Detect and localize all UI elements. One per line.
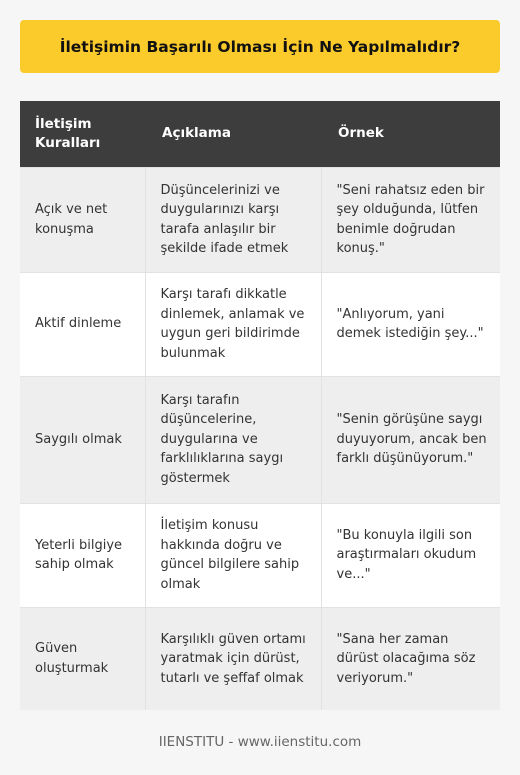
cell-rule: Güven oluşturmak	[20, 607, 145, 710]
footer-credit: IIENSTITU - www.iienstitu.com	[158, 734, 362, 750]
title-banner	[20, 20, 500, 73]
cell-example: "Anlıyorum, yani demek istediğin şey..."	[336, 306, 484, 341]
header-description: Açıklama	[162, 125, 231, 142]
cell-rule: Aktif dinleme	[20, 272, 145, 376]
cell-example: "Seni rahatsız eden bir şey olduğunda, lütfen benimle doğrudan konuş."	[336, 182, 485, 256]
cell-description: Karşılıklı güven ortamı yaratmak için dürüst, tutarlı ve şeffaf olmak	[145, 607, 321, 710]
cell-rule: Saygılı olmak	[20, 376, 145, 503]
cell-description: Karşı tarafı dikkatle dinlemek, anlamak ve uygun geri bildirimde bulunmak	[145, 272, 321, 376]
rules-table	[20, 101, 500, 710]
cell-description: Karşı tarafın düşüncelerine, duygularına ve farklılıklarına saygı göstermek	[145, 376, 321, 503]
table-row	[20, 607, 500, 710]
cell-rule: Yeterli bilgiye sahip olmak	[20, 503, 145, 607]
cell-description: İletişim konusu hakkında doğru ve güncel bilgilere sahip olmak	[145, 503, 321, 607]
cell-rule: Açık ve net konuşma	[20, 167, 145, 272]
cell-example: "Bu konuyla ilgili son araştırmaları okudum ve..."	[336, 527, 477, 582]
page-title: İletişimin Başarılı Olması İçin Ne Yapılmalıdır?	[59, 37, 461, 56]
table-row	[20, 376, 500, 503]
cell-description: Düşüncelerinizi ve duygularınızı karşı tarafa anlaşılır bir şekilde ifade etmek	[145, 167, 321, 272]
cell-example: "Sana her zaman dürüst olacağıma söz veriyorum."	[336, 631, 476, 686]
table-row	[20, 503, 500, 607]
header-example: Örnek	[338, 125, 384, 142]
table-header-row	[20, 101, 500, 167]
table-row	[20, 167, 500, 272]
header-rules: İletişim Kuralları	[35, 115, 101, 151]
table-row	[20, 272, 500, 376]
cell-example: "Senin görüşüne saygı duyuyorum, ancak ben farklı düşünüyorum."	[336, 412, 487, 467]
